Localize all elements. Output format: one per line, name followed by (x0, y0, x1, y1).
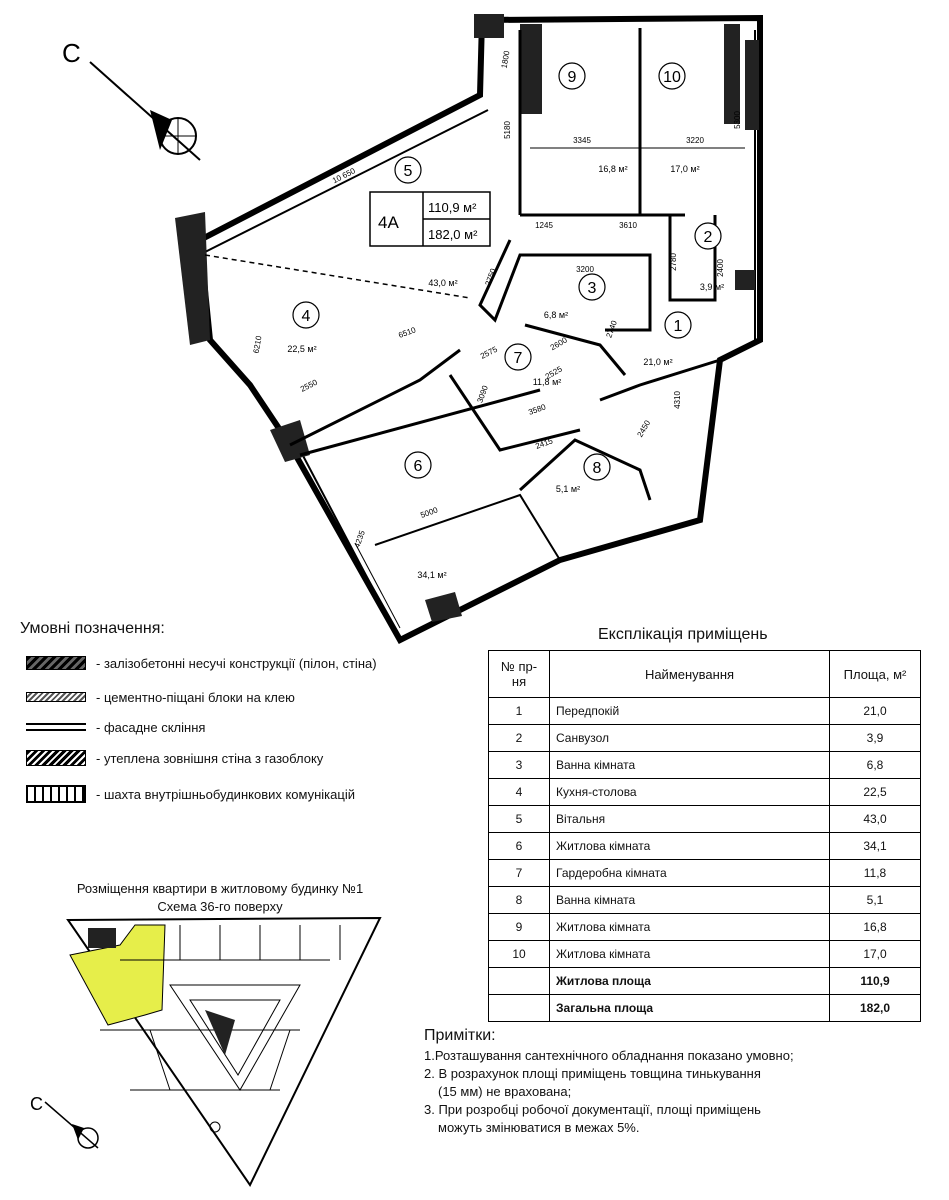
note-line: можуть змінюватися в межах 5%. (438, 1120, 640, 1135)
cell-area: 11,8 (830, 860, 921, 887)
apartment-total-area: 182,0 м² (428, 227, 478, 242)
legend-item-shaft: - шахта внутрішньобудинкових комунікацій (26, 785, 355, 803)
cell-name: Ванна кімната (550, 887, 830, 914)
insulated-wall-symbol-icon (26, 750, 86, 766)
room-number: 3 (587, 280, 597, 297)
dimension-label: 6210 (251, 335, 264, 355)
scheme-title: Розміщення квартири в житловому будинку №1 Схема 36-го поверху (76, 881, 364, 914)
apartment-code: 4A (378, 213, 399, 232)
room-number: 9 (567, 69, 577, 86)
explication-title: Експлікація приміщень (598, 626, 768, 643)
room-number: 2 (703, 229, 713, 246)
cell-name: Житлова кімната (550, 914, 830, 941)
dimension-label: 10 650 (330, 166, 357, 186)
apartment-info-box (370, 192, 490, 246)
table-row-total-area: Загальна площа 182,0 (489, 995, 921, 1022)
table-row (489, 887, 921, 914)
room-number: 4 (301, 308, 311, 325)
cell-area: 6,8 (830, 752, 921, 779)
inner-walls (290, 28, 745, 560)
note-line: 2. В розрахунок площі приміщень товщина тинькування (424, 1066, 761, 1081)
cell-area: 3,9 (830, 725, 921, 752)
room-number: 8 (592, 460, 602, 477)
dimension-label: 2550 (298, 377, 319, 394)
cell-name: Житлова кімната (550, 833, 830, 860)
room-area: 3,9 м² (699, 282, 725, 292)
notes (424, 1027, 794, 1137)
dimension-label: 3610 (619, 221, 637, 230)
dimension-label: 2450 (635, 418, 653, 439)
dimension-label: 2415 (534, 436, 555, 451)
apartment-living-area: 110,9 м² (428, 200, 477, 215)
explication-table (488, 650, 921, 1022)
note-line: 3. При розробці робочої документації, площі приміщень (424, 1102, 761, 1117)
table-row (489, 806, 921, 833)
cell-no: 7 (489, 860, 550, 887)
room-area: 21,0 м² (643, 357, 673, 367)
cell-name: Передпокій (550, 698, 830, 725)
cell-name: Житлова кімната (550, 941, 830, 968)
dimension-label: 4310 (673, 391, 682, 409)
legend-item-glazing: - фасадне скління (26, 718, 205, 736)
facade-glazing (350, 543, 400, 630)
dimension-label: 2780 (669, 253, 678, 271)
room-area: 34,1 м² (417, 570, 447, 580)
cell-no: 9 (489, 914, 550, 941)
cell-no: 10 (489, 941, 550, 968)
dimension-label: 1800 (499, 50, 512, 70)
dimension-label: 3090 (475, 384, 490, 405)
shaft-symbol-icon (26, 785, 86, 803)
dimension-label: 2400 (716, 259, 725, 277)
room-area: 16,8 м² (598, 164, 628, 174)
dimension-label: 2525 (543, 364, 564, 382)
room-area: 6,8 м² (543, 310, 569, 320)
table-row (489, 833, 921, 860)
legend-title: Умовні позначення: (20, 620, 165, 637)
table-row (489, 725, 921, 752)
header-no: № пр-ня (489, 651, 550, 698)
room-area: 17,0 м² (670, 164, 700, 174)
floor-scheme (68, 918, 380, 1185)
cell-area: 5,1 (830, 887, 921, 914)
glazing-symbol-icon (26, 723, 86, 731)
cell-no: 2 (489, 725, 550, 752)
cell-no: 8 (489, 887, 550, 914)
header-name: Найменування (550, 651, 830, 698)
cell-no: 4 (489, 779, 550, 806)
room-number: 10 (663, 69, 681, 86)
room-number: 6 (413, 458, 423, 475)
table-row (489, 752, 921, 779)
cell-area: 43,0 (830, 806, 921, 833)
dimension-label: 5000 (419, 505, 440, 520)
cell-no: 1 (489, 698, 550, 725)
room-number: 7 (513, 350, 523, 367)
room-area: 43,0 м² (428, 278, 458, 288)
dimension-label: 2575 (478, 344, 499, 361)
cell-name: Санвузол (550, 725, 830, 752)
dimension-label: 2600 (548, 335, 569, 353)
dimension-labels (252, 49, 742, 549)
dimension-label: 3345 (573, 136, 591, 145)
notes-title: Примітки: (424, 1027, 496, 1044)
room-number: 5 (403, 163, 413, 180)
cell-area: 21,0 (830, 698, 921, 725)
cell-no: 3 (489, 752, 550, 779)
blocks-symbol-icon (26, 692, 86, 702)
cell-name: Ванна кімната (550, 752, 830, 779)
cell-name: Гардеробна кімната (550, 860, 830, 887)
cell-no: 6 (489, 833, 550, 860)
cell-area: 34,1 (830, 833, 921, 860)
header-area: Площа, м² (830, 651, 921, 698)
table-row (489, 779, 921, 806)
room-area: 22,5 м² (287, 344, 317, 354)
dimension-label: 1245 (535, 221, 553, 230)
note-line: 1.Розташування сантехнічного обладнання показано умовно; (424, 1048, 794, 1063)
cell-no: 5 (489, 806, 550, 833)
compass-letter: С (62, 38, 81, 68)
room-area: 5,1 м² (555, 484, 581, 494)
note-line: (15 мм) не врахована; (438, 1084, 572, 1099)
cell-name: Кухня-столова (550, 779, 830, 806)
dimension-label: 5300 (733, 111, 742, 129)
dimension-label: 5180 (503, 121, 512, 139)
table-row (489, 941, 921, 968)
dimension-label: 2750 (483, 267, 498, 288)
dimension-label: 3200 (576, 265, 594, 274)
dimension-label: 3220 (686, 136, 704, 145)
cell-area: 17,0 (830, 941, 921, 968)
dimension-label: 4235 (352, 529, 367, 550)
room-number: 1 (673, 318, 683, 335)
table-row (489, 698, 921, 725)
table-row (489, 860, 921, 887)
living-room-boundary (205, 255, 470, 298)
svg-text:С: С (30, 1094, 43, 1114)
room-area: 11,8 м² (532, 377, 562, 387)
cell-area: 22,5 (830, 779, 921, 806)
concrete-symbol-icon (26, 656, 86, 670)
cell-area: 16,8 (830, 914, 921, 941)
table-row-living-area: Житлова площа 110,9 (489, 968, 921, 995)
legend-item-concrete: - залізобетонні несучі конструкції (пілон, стіна) (26, 654, 377, 672)
compass-icon (62, 38, 200, 160)
table-row (489, 914, 921, 941)
cell-name: Вітальня (550, 806, 830, 833)
scheme-compass-icon (30, 1094, 98, 1148)
legend-item-blocks: - цементно-піщані блоки на клею (26, 688, 295, 706)
dimension-label: 6510 (397, 325, 418, 340)
room-labels (287, 63, 724, 580)
dimension-label: 2740 (604, 319, 619, 340)
dimension-label: 3580 (527, 402, 548, 417)
legend-item-insulated-wall: - утеплена зовнішня стіна з газоблоку (26, 749, 323, 767)
